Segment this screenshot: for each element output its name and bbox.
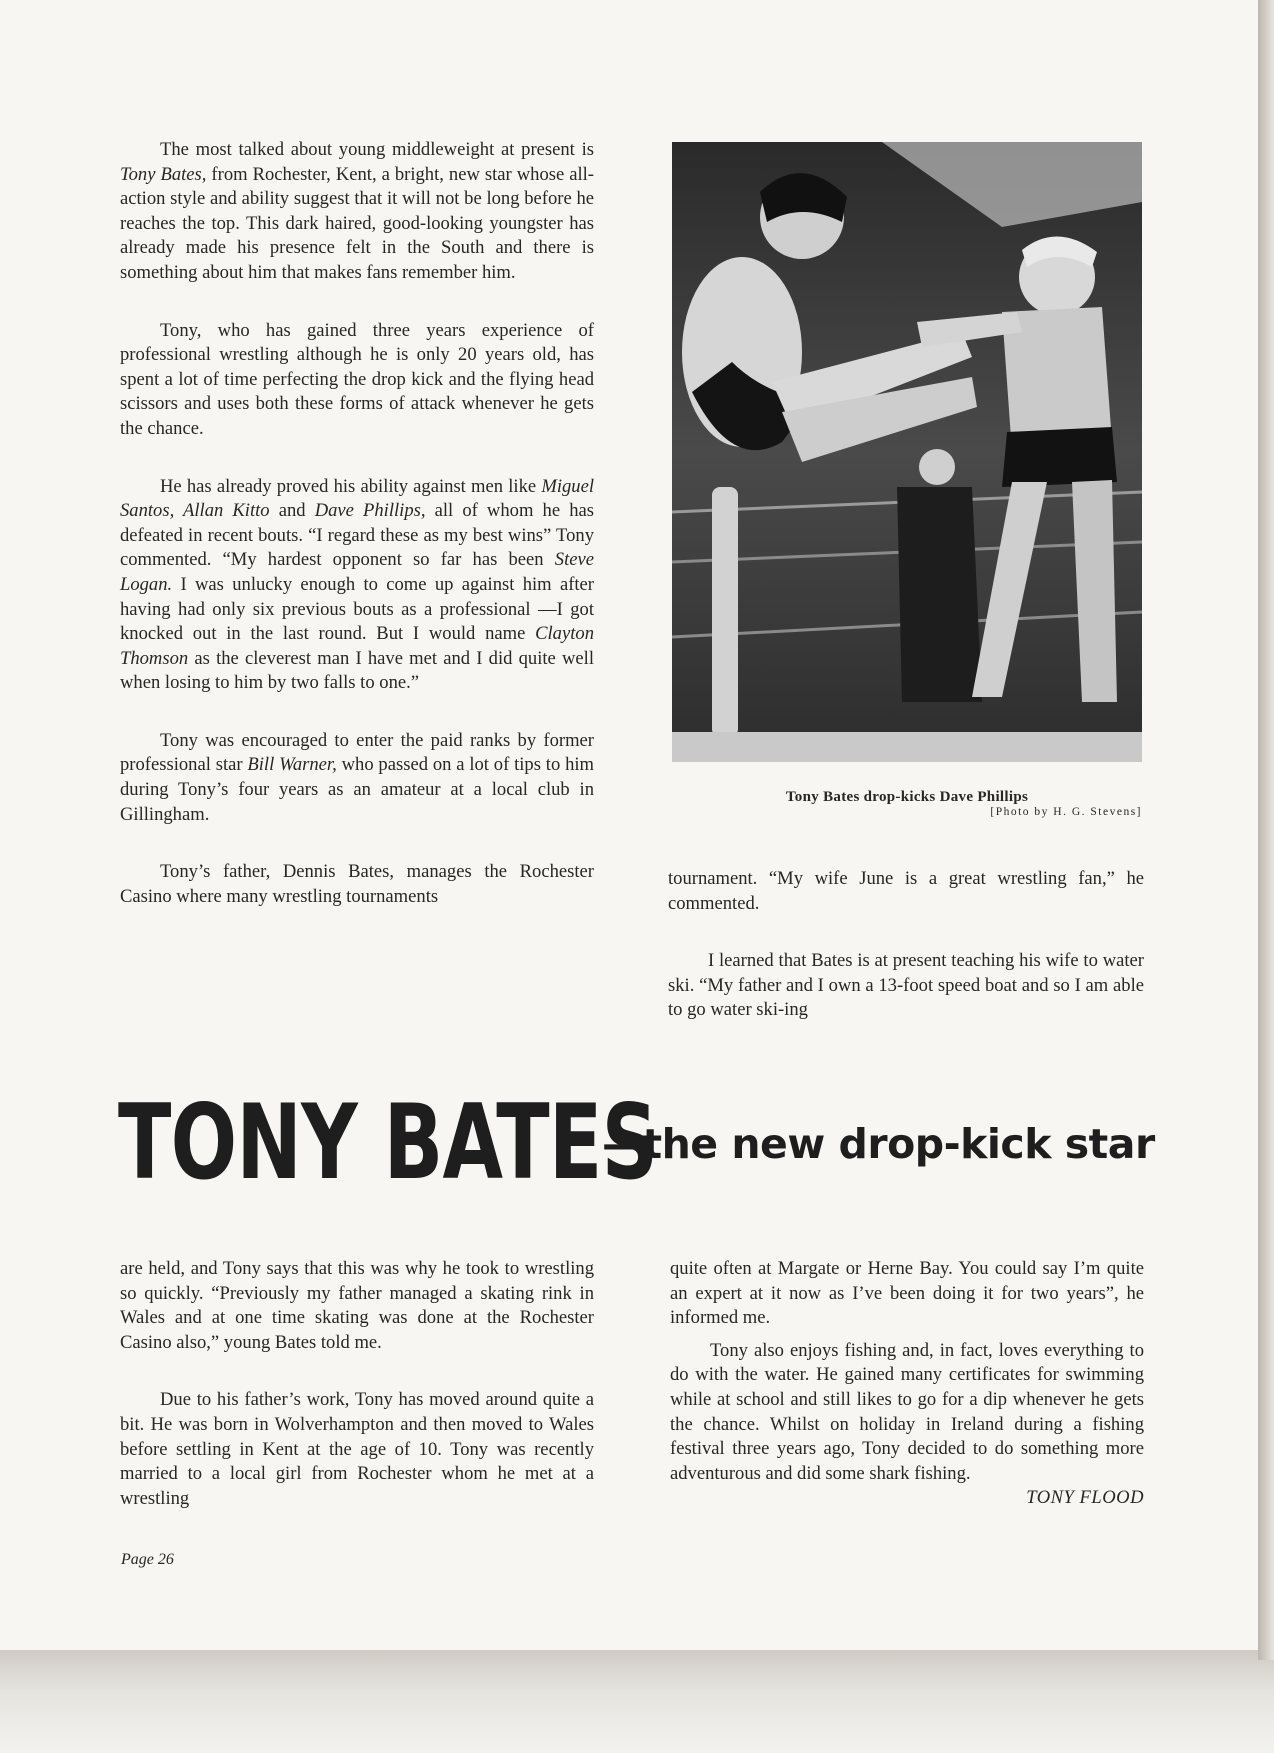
paragraph: quite often at Margate or Herne Bay. You could say I’m quite an expert at it now as I’ve been doing it for two years”, he informed me.	[670, 1258, 1144, 1329]
paragraph: Tony was encouraged to enter the paid ranks by former professional star Bill Warner, who passed on a lot of tips to him during Tony’s four years as an amateur at a local club in Gillingham.	[120, 729, 594, 825]
page-shadow-edge	[0, 1650, 1274, 1753]
page-number: Page 26	[121, 1551, 174, 1568]
photo-credit: [Photo by H. G. Stevens]	[990, 806, 1142, 818]
column-right-top	[668, 867, 1144, 1023]
paragraph: He has already proved his ability against men like Miguel Santos, Allan Kitto and Dave Phillips, all of whom he has defeated in recent bouts. “I regard these as my best wins” Tony commented. “My hardest opponent so far has been Steve Logan. I was unlucky enough to come up against him after having had only six previous bouts as a professional —I got knocked out in the last round. But I would name Clayton Thomson as the cleverest man I have met and I did quite well when losing to him by two falls to one.”	[120, 475, 594, 694]
italic-name: Dave Phillips,	[314, 500, 426, 522]
page-fold	[1258, 0, 1274, 1660]
wrestling-photo	[672, 142, 1142, 762]
paragraph: Tony’s father, Dennis Bates, manages the Rochester Casino where many wrestling tournaments	[120, 861, 594, 907]
paragraph: The most talked about young middleweight at present is Tony Bates, from Rochester, Kent, a bright, new star whose all-action style and ability suggest that it will not be long before he reaches the top. This dark haired, good-looking youngster has already made his presence felt in the South and there is something about him that makes fans remember him.	[120, 139, 594, 283]
column-right-bottom	[670, 1257, 1144, 1511]
column-left-top	[120, 138, 594, 909]
photo-caption: Tony Bates drop-kicks Dave Phillips	[785, 789, 1029, 805]
paragraph: I learned that Bates is at present teaching his wife to water ski. “My father and I own a 13-foot speed boat and so I am able to go water ski-ing	[668, 950, 1144, 1021]
paragraph: Tony, who has gained three years experience of professional wrestling although he is only 20 years old, has spent a lot of time perfecting the drop kick and the flying head scissors and uses both these forms of attack whenever he gets the chance.	[120, 319, 594, 439]
paragraph: are held, and Tony says that this was why he took to wrestling so quickly. “Previously my father managed a skating rink in Wales and at one time skating was done at the Rochester Casino also,” young Bates told me.	[120, 1258, 594, 1353]
column-left-bottom	[120, 1257, 594, 1511]
italic-name: Steve Logan.	[120, 549, 594, 595]
paragraph: Tony also enjoys fishing and, in fact, loves everything to do with the water. He gained many certificates for swimming while at school and still likes to go for a dip whenever he gets the chance. Whilst on holiday in Ireland during a fishing festival three years ago, Tony decided to do something more adventurous and did some shark fishing.	[670, 1339, 1144, 1484]
paragraph: tournament. “My wife June is a great wrestling fan,” he commented.	[668, 868, 1144, 914]
author-byline: TONY FLOOD	[1026, 1487, 1144, 1509]
paragraph: Due to his father’s work, Tony has moved around quite a bit. He was born in Wolverhampton and then moved to Wales before settling in Kent at the age of 10. Tony was recently married to a local girl from Rochester whom he met at a wrestling	[120, 1389, 594, 1509]
column-right-bottom-body	[670, 1257, 1144, 1486]
headline	[118, 1083, 1155, 1203]
italic-name: Miguel Santos, Allan Kitto	[120, 475, 594, 522]
italic-name: Clayton Thomson	[120, 623, 594, 669]
wrestling-photo-illustration	[672, 142, 1142, 762]
headline-main: TONY BATES	[118, 1083, 658, 1203]
headline-subtitle: —the new drop-kick star	[602, 1120, 1155, 1168]
italic-name: Tony Bates,	[120, 163, 207, 185]
italic-name: Bill Warner,	[247, 754, 337, 776]
